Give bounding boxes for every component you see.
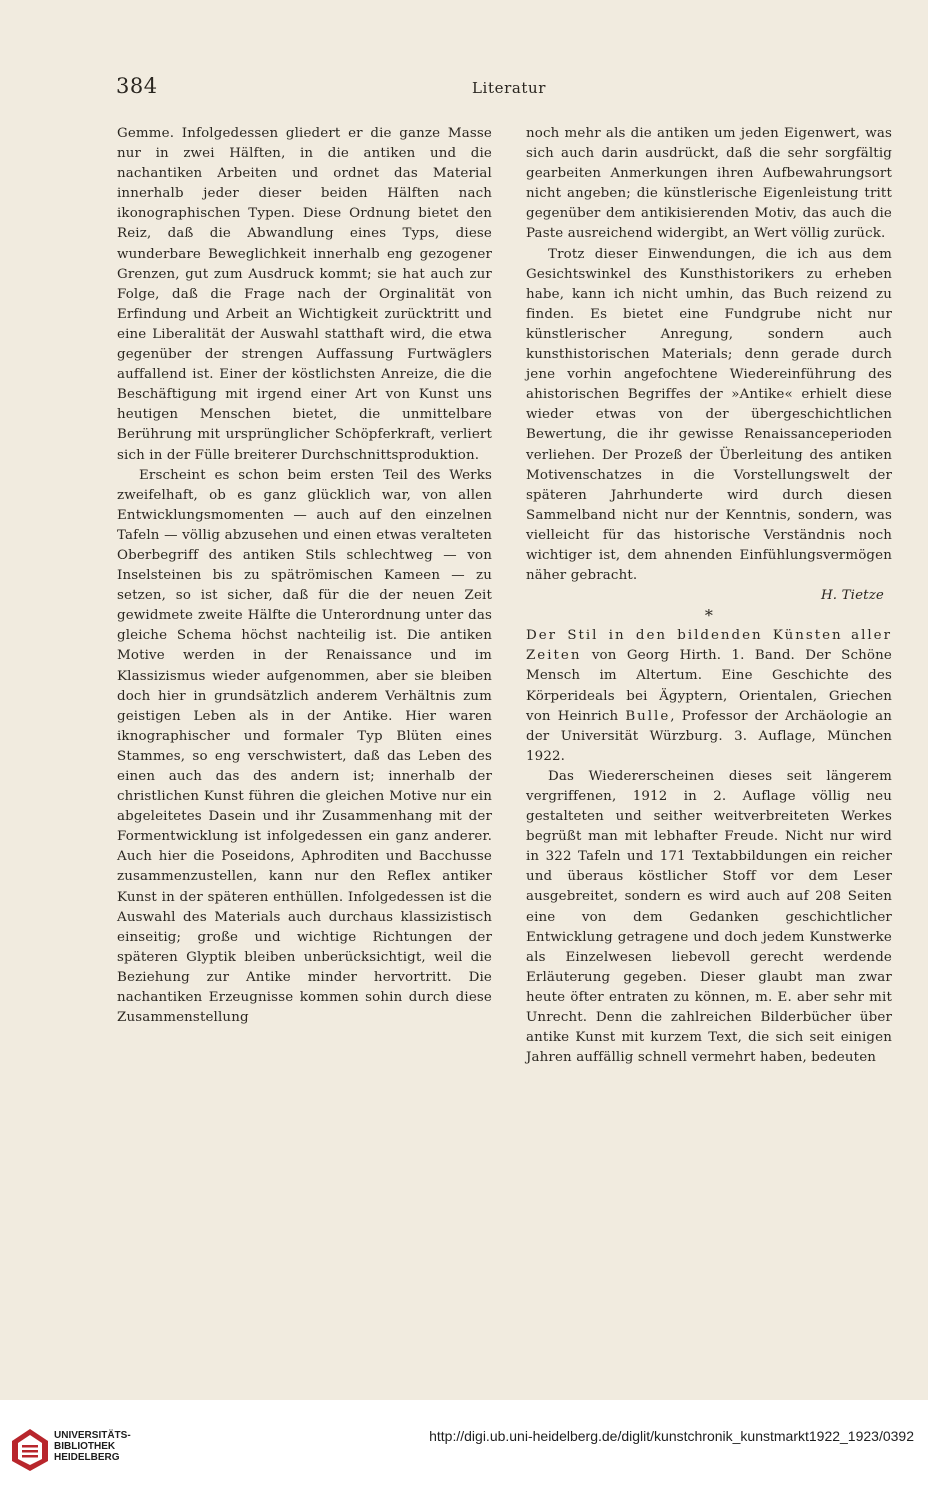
paragraph: Trotz dieser Einwendungen, die ich aus dem Gesichtswinkel des Kunsthistorikers zu erheben habe, kann ich nicht umhin, das Buch reizend zu finden. Es bietet eine Fundgrube nicht nur künstlerischer Anregung, sondern auch kunsthistorischen Materials; denn gerade durch jene vorhin angefochtene Wiedereinführung des ahistorischen Begriffes der »Antike« erhielt diese wieder etwas von der übergeschichtlichen Bewertung, die ihr gewisse Renaissanceperioden verliehen. Der Prozeß der Überleitung des antiken Motivenschatzes in die Vorstellungswelt der späteren Jahrhunderte wird durch diesen Sammelband nicht nur der Kenntnis, sondern, was vielleicht für das historische Verständnis noch wichtiger ist, dem ahnenden Einfühlungsvermögen näher gebracht. xyxy=(526,246,892,584)
source-url[interactable]: http://digi.ub.uni-heidelberg.de/diglit/kunstchronik_kunstmarkt1922_1923/0392 xyxy=(429,1428,914,1444)
paragraph: noch mehr als die antiken um jeden Eigenwert, was sich auch darin ausdrückt, daß die sehr sorgfältig gearbeiten Anmerkungen ihren Aufbewahrungsort nicht angeben; die künstlerische Eigenleistung tritt gegenüber dem antikisierenden Motiv, das auch die Paste ausreichend widergibt, an Wert völlig zurück. xyxy=(526,126,892,242)
paragraph: Gemme. Infolgedessen gliedert er die ganze Masse nur in zwei Hälften, in die antiken und die nachantiken Arbeiten und ordnet das Material innerhalb jeder dieser beiden Hälften nach ikonographischen Typen. Diese Ordnung bietet den Reiz, daß die Abwandlung eines Typs, diese wunderbare Beweglichkeit innerhalb eng gezogener Grenzen, gut zum Ausdruck kommt; sie hat auch zur Folge, daß die Frage nach der Orginalität von Erfindung und Arbeit an Wichtigkeit zurücktritt und eine Liberalität der Auswahl statthaft wird, die etwa gegenüber der strengen Auffassung Furtwäglers auffallend ist. Einer der köstlichsten Anreize, die die Beschäftigung mit irgend einer Art von Kunst uns heutigen Menschen bietet, die unmittelbare Berührung mit ursprünglicher Schöpferkraft, verliert sich in der Fülle breiterer Durchschnittsproduktion. xyxy=(117,126,492,463)
review-body: Das Wiedererscheinen dieses seit längerem vergriffenen, 1912 in 2. Auflage völlig neu gestalteten und seither weitverbreiteten Werkes begrüßt man mit lebhafter Freude. Nicht nur wird in 322 Tafeln und 171 Textabbildungen ein reicher und überaus köstlicher Stoff vor dem Leser ausgebreitet, sondern es wird auch auf 208 Seiten eine von dem Gedanken geschichtlicher Entwicklung getragene und doch jedem Kunstwerke als Einzelwesen liebevoll gerecht werdende Erläuterung gegeben. Dieser glaubt man zwar heute öfter entraten zu können, m. E. aber sehr mit Unrecht. Denn die zahlreichen Bilderbücher über antike Kunst mit kurzem Text, die sich seit einigen Jahren auffällig schnell vermehrt haben, bedeuten xyxy=(526,768,892,1066)
author-signature: H. Tietze xyxy=(820,588,884,604)
logo-line: BIBLIOTHEK xyxy=(54,1441,116,1452)
paragraph: Erscheint es schon beim ersten Teil des Werks zweifelhaft, ob es ganz glücklich war, von allen Entwicklungsmomenten — auch auf den einzelnen Tafeln — völlig abzusehen und einen etwas veralteten Oberbegriff des antiken Stils schlechtweg — von Inselsteinen bis zu spätrömischen Kameen — zu setzen, so ist sicher, daß für die der neuen Zeit gewidmete zweite Hälfte die Unterordnung unter das gleiche Schema höchst nachteilig ist. Die antiken Motive werden in der Renaissance und im Klassizismus wieder aufgenommen, aber sie bleiben doch hier in grundsätzlich anderem Verhältnis zum geistigen Leben als in der Antike. Hier waren iknographischer und formaler Typ Blüten eines Stammes, so eng verschwistert, daß das Leben des einen auch das des andern ist; innerhalb der christlichen Kunst führen die gleichen Motive nur ein abgeleitetes Dasein und ihr Zusammenhang mit der Formentwicklung ist infolgedessen ein ganz anderer. Auch hier die Poseidons, Aphroditen und Bacchusse zusammenzustellen, kann nur den Reflex antiker Kunst in der späteren enthüllen. Infolgedessen ist die Auswahl des Materials auch durchaus klassizistisch einseitig; große und wichtige Richtungen der späteren Glyptik bleiben unberücksichtigt, weil die Beziehung zur Antike minder hervortritt. Die nachantiken Erzeugnisse kommen sohin durch diese Zusammenstellung xyxy=(117,467,492,1026)
review-author: Bulle xyxy=(625,708,671,724)
right-column xyxy=(526,124,892,1068)
review-byline: von Georg Hirth. 1. Band. Der Schöne Mensch im Altertum. Eine Geschichte des Körperideals bei Ägyptern, Orientalen, Griechen von Heinrich xyxy=(526,648,892,724)
page-number: 384 xyxy=(116,74,158,98)
university-library-logo-icon xyxy=(10,1427,50,1473)
left-column xyxy=(117,124,492,1028)
review-title: Der Stil in den bildenden Künsten xyxy=(526,628,843,644)
logo-line: UNIVERSITÄTS- xyxy=(54,1430,131,1441)
logo-line: HEIDELBERG xyxy=(54,1452,120,1463)
review-heading xyxy=(526,626,892,767)
review-title-rest: aller Zeiten xyxy=(526,628,892,664)
review-affiliation: , Professor der Archäologie an der Universität Würzburg. 3. Auflage, München 1922. xyxy=(526,708,893,764)
section-separator: * xyxy=(704,606,714,626)
library-name xyxy=(54,1430,131,1463)
running-title: Literatur xyxy=(472,79,547,97)
